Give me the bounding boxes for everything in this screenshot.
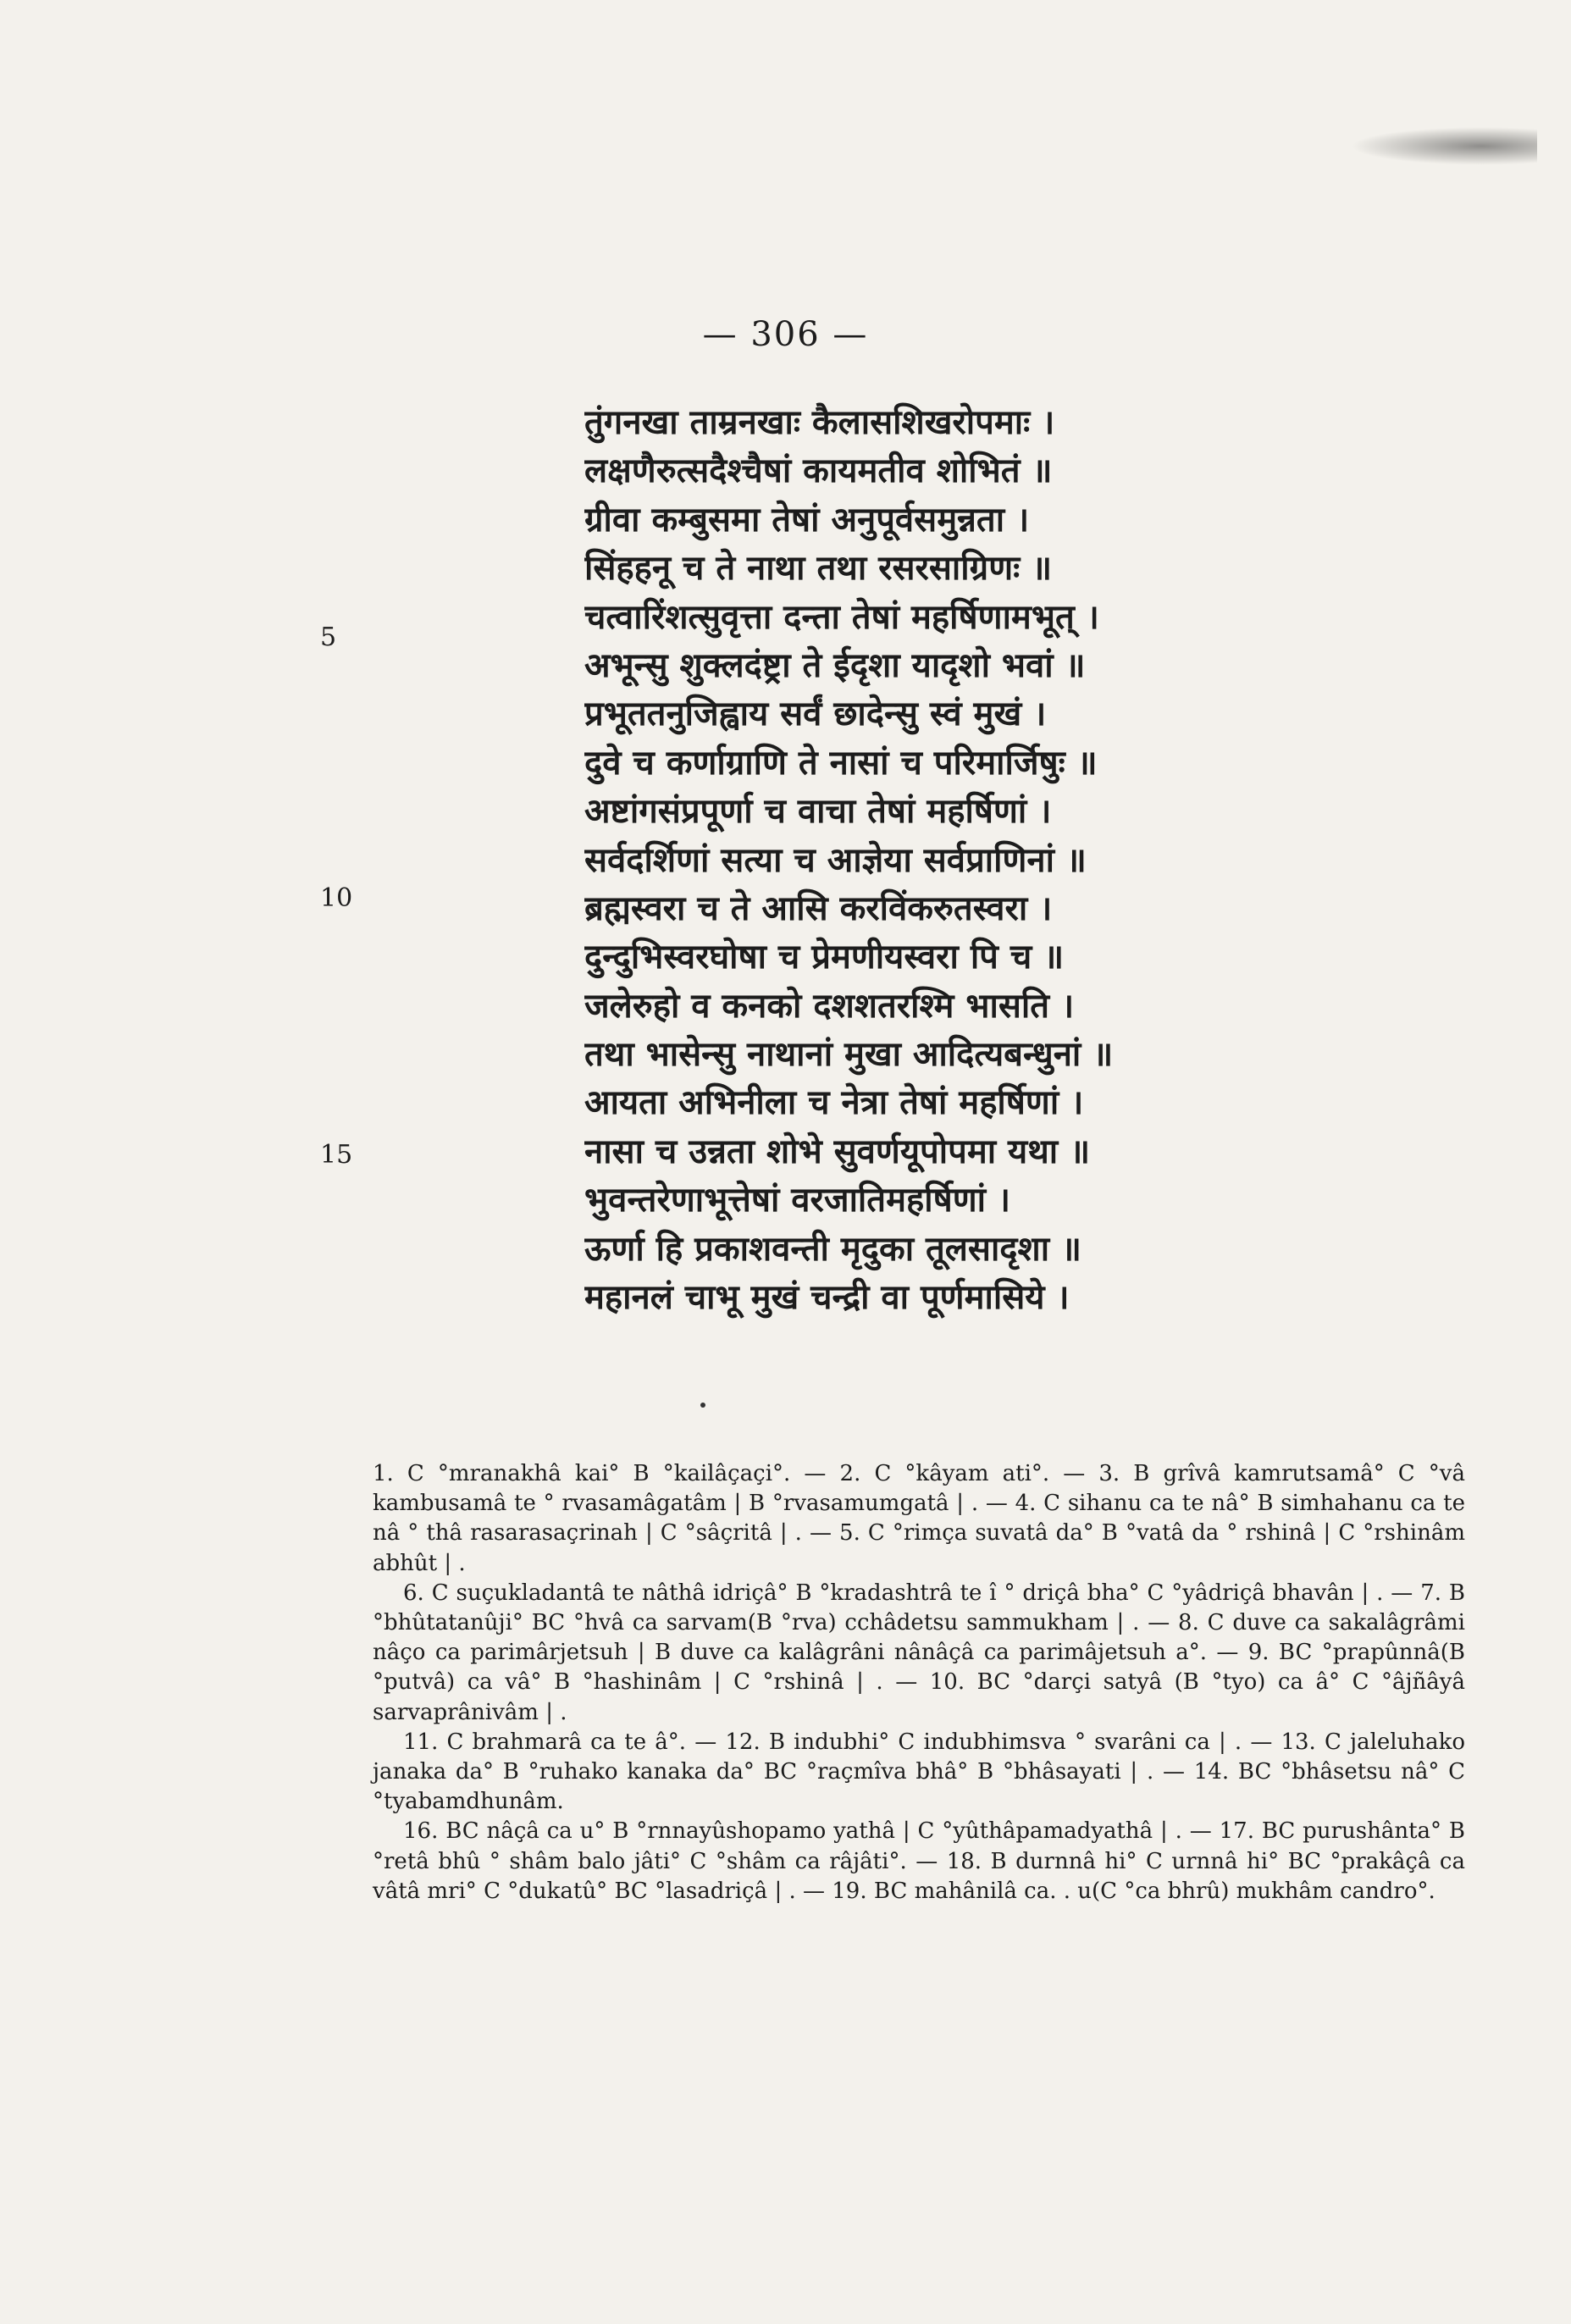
footnote-paragraph: 16. BC nâçâ ca u° B °rnnayûshopamo yathâ | C °yûthâpamadyathâ | . — 17. BC purushânta° B °retâ bhû ° shâm balo jâti° C °shâm ca râjâti°. — 18. B durnnâ hi° C urnnâ hi° BC °prakâçâ ca vâtâ mri° C °dukatû° BC °lasadriçâ | . — 19. BC mahânilâ ca. . u(C °ca bhrû) mukhâm candro°. [373, 1818, 1465, 1904]
line-number-15: 15 [320, 1140, 353, 1170]
verse-line: अष्टांगसंप्रपूर्णा च वाचा तेषां महर्षिणां । [584, 791, 1052, 832]
verse-line: दुवे च कर्णाग्राणि ते नासां च परिमार्जिषुः ॥ [584, 742, 1098, 783]
verse-line: ग्रीवा कम्बुसमा तेषां अनुपूर्वसमुन्नता । [584, 499, 1030, 540]
verse-line: तथा भासेन्सु नाथानां मुखा आदित्यबन्धुनां ॥ [584, 1034, 1114, 1075]
section-separator [700, 1403, 705, 1408]
footnotes [373, 1459, 1465, 1906]
verse-line: आयता अभिनीला च नेत्रा तेषां महर्षिणां । [584, 1082, 1084, 1123]
verse-line: भुवन्तरेणाभूत्तेषां वरजातिमहर्षिणां । [584, 1180, 1011, 1220]
verse-line: महानलं चाभू मुखं चन्द्री वा पूर्णमासिये । [584, 1277, 1070, 1318]
verse-line: अभून्सु शुक्लदंष्ट्रा ते ईदृशा यादृशो भवां ॥ [584, 645, 1086, 685]
page-number: — 306 — [702, 315, 869, 354]
line-number-5: 5 [320, 622, 337, 652]
verse-block [584, 398, 1228, 1321]
footnote-paragraph: 1. C °mranakhâ kai° B °kailâçaçi°. — 2. C °kâyam ati°. — 3. B grîvâ kamrutsamâ° C °vâ kambusamâ te ° rvasamâgatâm | B °rvasamumgatâ | . — 4. C sihanu ca te nâ° B simhahanu ca te nâ ° thâ rasarasaçrinah | C °sâçritâ | . — 5. C °rimça suvatâ da° B °vatâ da ° rshinâ | C °rshinâm abhût | . [373, 1461, 1465, 1576]
verse-line: तुंगनखा ताम्रनखाः कैलासशिखरोपमाः । [584, 402, 1055, 442]
verse-line: ब्रह्मस्वरा च ते आसि करविंकरुतस्वरा । [584, 888, 1053, 928]
verse-line: सर्वदर्शिणां सत्या च आज्ञेया सर्वप्राणिनां ॥ [584, 839, 1087, 880]
verse-line: सिंहहनू च ते नाथा तथा रसरसाग्रिणः ॥ [584, 548, 1053, 589]
line-number-10: 10 [320, 883, 353, 913]
verse-line: दुन्दुभिस्वरघोषा च प्रेमणीयस्वरा पि च ॥ [584, 937, 1065, 977]
verse-line: ऊर्णा हि प्रकाशवन्ती मृदुका तूलसादृशा ॥ [584, 1228, 1081, 1269]
ink-smudge [1351, 127, 1537, 165]
verse-line: प्रभूततनुजिह्वाय सर्वं छादेन्सु स्वं मुखं । [584, 694, 1047, 734]
verse-line: चत्वारिंशत्सुवृत्ता दन्ता तेषां महर्षिणामभूत् । [584, 596, 1099, 637]
footnote-paragraph: 6. C suçukladantâ te nâthâ idriçâ° B °kradashtrâ te î ° driçâ bha° C °yâdriçâ bhavân | . — 7. B °bhûtatanûji° BC °hvâ ca sarvam(B °rva) cchâdetsu sammukham | . — 8. C duve ca sakalâgrâmi nâço ca parimârjetsuh | B duve ca kalâgrâni nânâçâ ca parimâjetsuh a°. — 9. BC °prapûnnâ(B °putvâ) ca vâ° B °hashinâm | C °rshinâ | . — 10. BC °darçi satyâ (B °tyo) ca â° C °âjñâyâ sarvaprânivâm | . [373, 1580, 1465, 1725]
verse-line: नासा च उन्नता शोभे सुवर्णयूपोपमा यथा ॥ [584, 1131, 1091, 1171]
verse-line: जलेरुहो व कनको दशशतरश्मि भासति । [584, 985, 1075, 1026]
footnote-paragraph: 11. C brahmarâ ca te â°. — 12. B indubhi° C indubhimsva ° svarâni ca | . — 13. C jaleluhako janaka da° B °ruhako kanaka da° BC °raçmîva bhâ° B °bhâsayati | . — 14. BC °bhâsetsu nâ° C °tyabamdhunâm. [373, 1729, 1465, 1815]
verse-line: लक्षणैरुत्सदैश्चैषां कायमतीव शोभितं ॥ [584, 451, 1053, 491]
